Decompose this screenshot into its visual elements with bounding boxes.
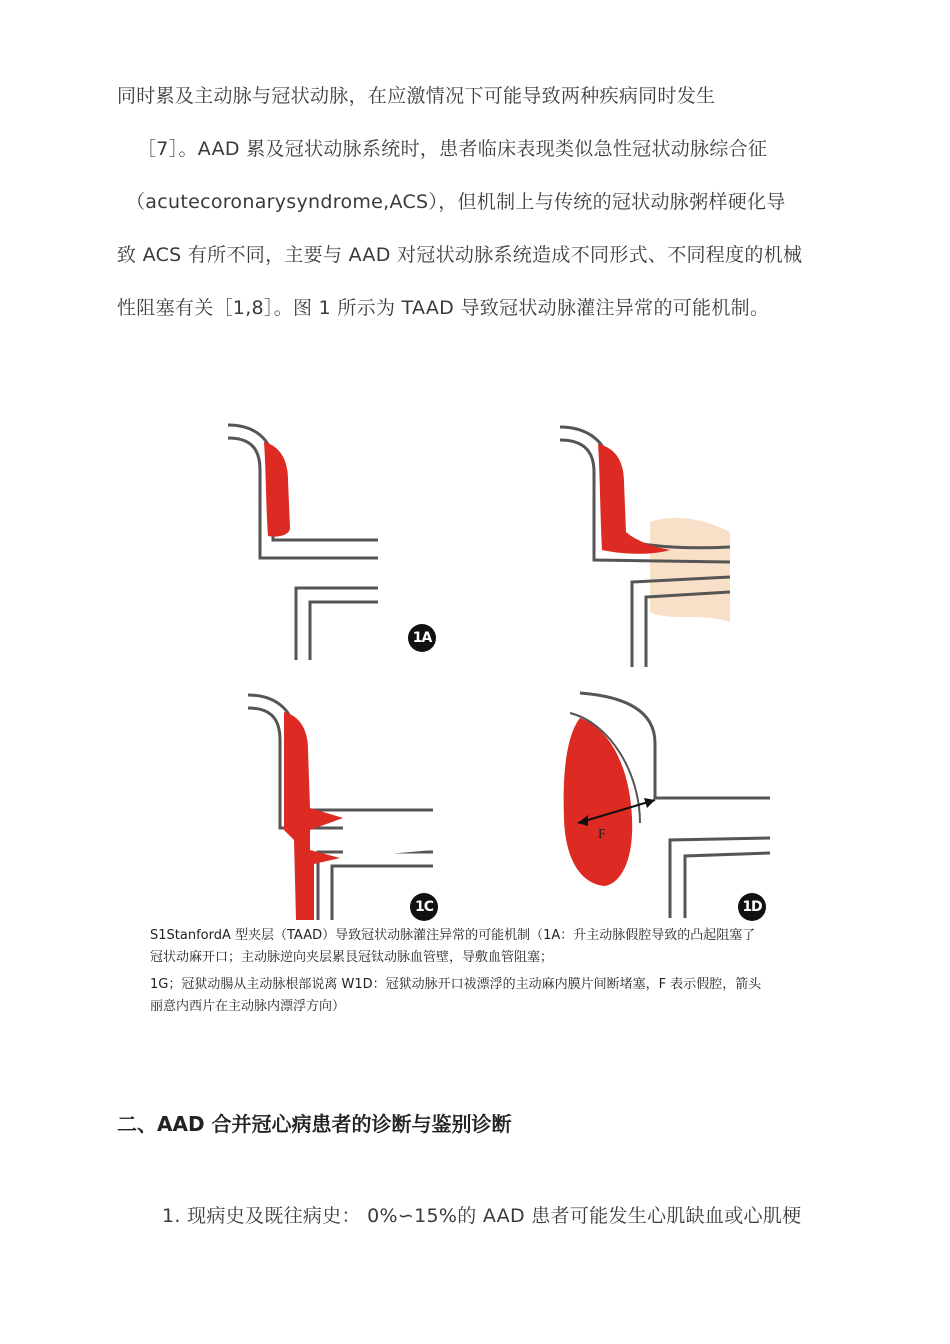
false-lumen-label: F — [598, 827, 606, 842]
figure-caption-line-1: S1StanfordA 型夹层（TAAD）导致冠状动脉灌注异常的可能机制（1A：升主动脉假腔导致的凸起阻塞了 — [150, 928, 756, 943]
paragraph-line-3: （acutecoronarysyndrome,ACS），但机制上与传统的冠状动脉粥样硬化导 — [126, 191, 786, 213]
figure-panel-1c — [248, 690, 433, 920]
paragraph-line-5: 性阻塞有关［1,8］。图 1 所示为 TAAD 导致冠状动脉灌注异常的可能机制。 — [117, 297, 770, 319]
figure-panel-1b — [560, 422, 730, 667]
figure-panel-1d — [560, 688, 770, 918]
panel-tag-1a: 1A — [408, 624, 436, 652]
figure-panel-1a — [228, 420, 378, 660]
paragraph-line-4: 致 ACS 有所不同，主要与 AAD 对冠状动脉系统造成不同形式、不同程度的机械 — [117, 244, 803, 266]
figure-caption-line-2: 冠状动麻开口；主动脉逆向夹层累艮冠钛动脉血管壁，导敷血管阻塞； — [150, 950, 554, 965]
section-heading: 二、AAD 合并冠心病患者的诊断与鉴别诊断 — [117, 1112, 512, 1136]
panel-1a-diagram — [228, 420, 378, 660]
panel-tag-1d: 1D — [738, 893, 766, 921]
panel-1b-diagram — [560, 422, 730, 667]
figure-caption-line-4: 丽意内西片在主动脉内漂浮方向） — [150, 999, 346, 1014]
panel-tag-1c: 1C — [410, 893, 438, 921]
figure-caption-line-3: 1G；冠狱动腸从主动脉根部说离 W1D：冠狱动脉开口祓漂浮的主动麻内膜片间断堵塞，F 表示假腔，箭头 — [150, 977, 762, 992]
panel-1c-diagram — [248, 690, 433, 920]
paragraph-line-2: ［7］。AAD 累及冠状动脉系统时，患者临床表现类似急性冠状动脉综合征 — [137, 138, 768, 160]
paragraph-line-1: 同时累及主动脉与冠状动脉，在应激情况下可能导致两种疾病同时发生 — [117, 85, 716, 107]
list-item-1: 1. 现病史及既往病史： 0%∽15%的 AAD 患者可能发生心肌缺血或心肌梗 — [162, 1205, 802, 1227]
panel-1d-diagram — [560, 688, 770, 918]
